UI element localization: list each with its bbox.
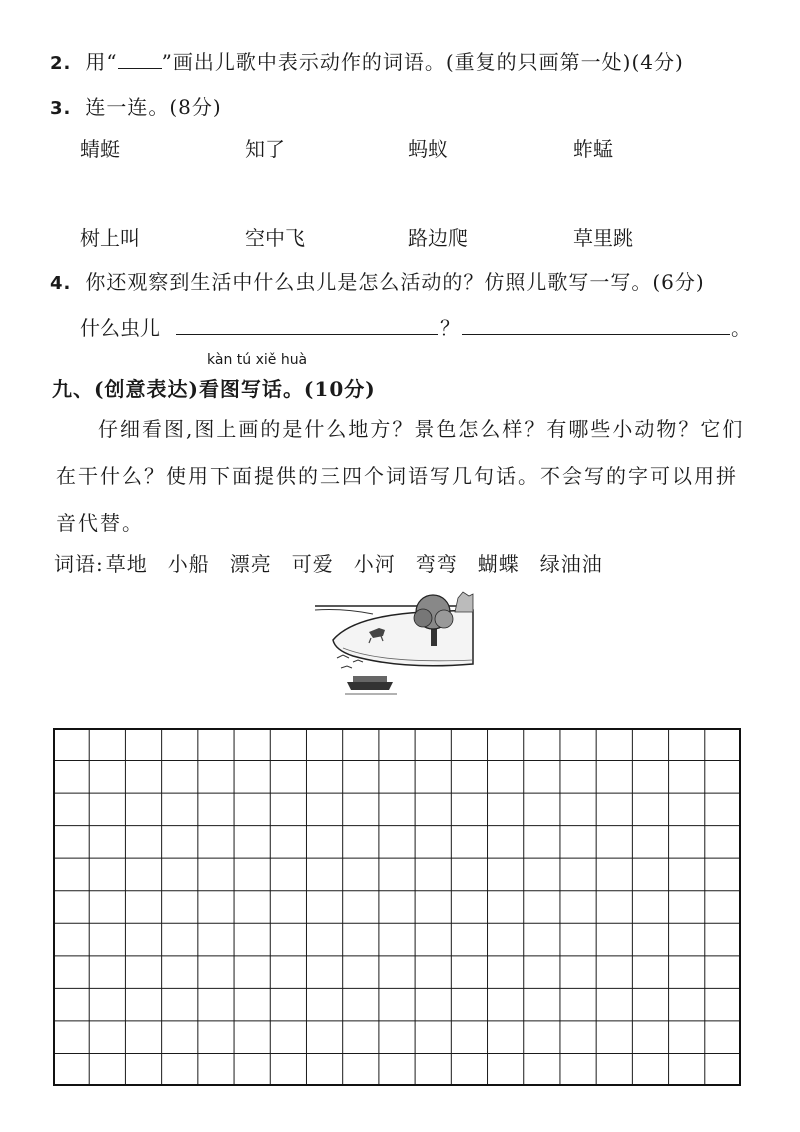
- vocab-word: 绿油油: [539, 552, 603, 576]
- section-9-prefix: 九、(创意表达): [52, 377, 199, 401]
- question-4-prompt: 什么虫儿: [80, 316, 160, 340]
- section-9-points: 。(10分): [282, 377, 376, 401]
- answer-blank-activity[interactable]: [462, 334, 730, 335]
- instructions-paragraph: [56, 406, 756, 547]
- insect-word[interactable]: 蚂蚁: [408, 137, 448, 161]
- question-mark: ？: [440, 316, 460, 340]
- writing-grid[interactable]: [53, 728, 741, 1086]
- riverbank-scene: [315, 592, 473, 666]
- vocab-word: 弯弯: [415, 552, 458, 576]
- vocab-word: 蝴蝶: [477, 552, 520, 576]
- vocab-label: 词语:: [54, 552, 104, 576]
- action-word[interactable]: 草里跳: [573, 226, 633, 250]
- vocab-list: [54, 548, 623, 577]
- section-9-heading: [52, 373, 376, 402]
- question-3-text: 连一连。(8分): [85, 95, 222, 119]
- insect-word[interactable]: 蜻蜓: [80, 137, 120, 161]
- question-2: [50, 46, 684, 75]
- vocab-word: 可爱: [291, 552, 334, 576]
- full-stop: 。: [731, 316, 751, 340]
- scene-illustration: [313, 590, 475, 702]
- action-word[interactable]: 路边爬: [408, 226, 468, 250]
- question-4: [50, 266, 705, 295]
- question-3: [50, 91, 222, 120]
- action-word[interactable]: 空中飞: [245, 226, 305, 250]
- question-2-number: 2.: [50, 53, 72, 74]
- heading-pinyin: kàn tú xiě huà: [207, 352, 308, 368]
- answer-blank-insect[interactable]: [176, 334, 438, 335]
- boat-icon: [345, 676, 397, 694]
- question-2-text-before: 用“: [85, 50, 118, 74]
- question-2-text-after: ”画出儿歌中表示动作的词语。(重复的只画第一处)(4分): [161, 50, 684, 74]
- question-3-number: 3.: [50, 98, 72, 119]
- insect-word[interactable]: 知了: [245, 137, 285, 161]
- vocab-word: 小河: [353, 552, 396, 576]
- instructions-text: 仔细看图,图上画的是什么地方？景色怎么样？有哪些小动物？它们在干什么？使用下面提供的三四个词语写几句话。不会写的字可以用拼音代替。: [56, 417, 745, 535]
- vocab-word: 漂亮: [229, 552, 272, 576]
- insect-word[interactable]: 蚱蜢: [573, 137, 613, 161]
- question-4-number: 4.: [50, 273, 72, 294]
- section-9-title: 看图写话: [198, 377, 283, 401]
- vocab-word: 小船: [167, 552, 210, 576]
- question-4-text: 你还观察到生活中什么虫儿是怎么活动的？仿照儿歌写一写。(6分): [85, 270, 705, 294]
- underline-sample-blank: [118, 50, 162, 69]
- action-word[interactable]: 树上叫: [80, 226, 140, 250]
- vocab-word: 草地: [105, 552, 148, 576]
